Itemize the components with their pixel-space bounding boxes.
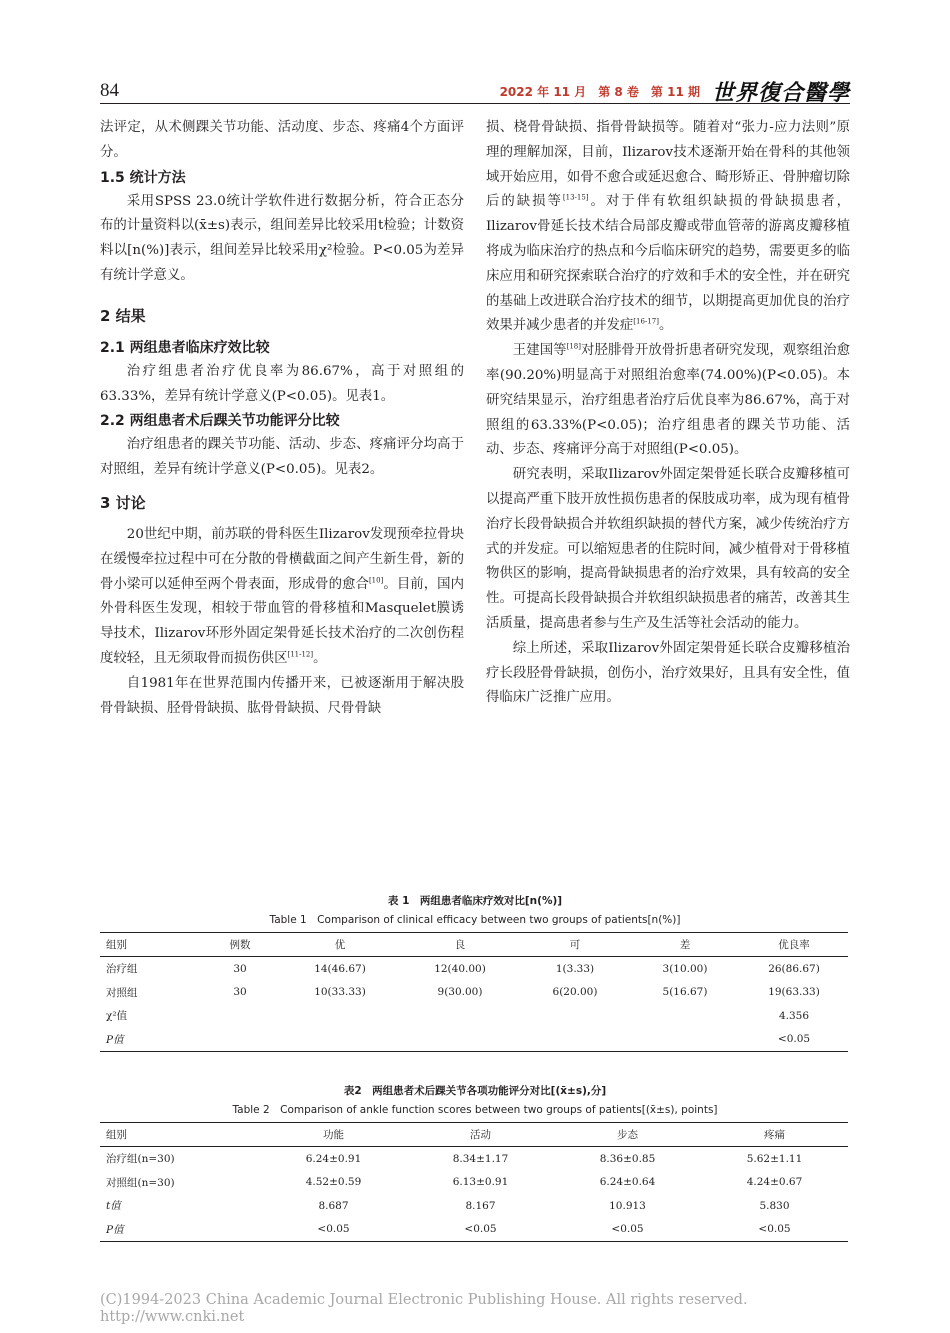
table-cell: 对照组: [106, 986, 138, 999]
table-header-cell: 差: [630, 933, 740, 957]
table-row: [100, 981, 848, 1005]
citation: [16-17]: [633, 317, 659, 326]
table-header-cell: 优: [280, 933, 400, 957]
table2: [100, 1122, 848, 1242]
table-cell: 治疗组(n=30): [106, 1153, 175, 1166]
table1: [100, 932, 848, 1052]
citation: [18]: [566, 342, 581, 351]
table-cell: 6.24±0.91: [305, 1152, 362, 1165]
citation: [13-15]: [562, 193, 589, 202]
table-cell: χ²值: [106, 1010, 128, 1023]
table-cell: 19(63.33): [768, 986, 820, 999]
table-cell: 8.167: [465, 1199, 496, 1212]
paragraph-efficacy: 治疗组患者治疗优良率为86.67%，高于对照组的63.33%，差异有统计学意义(P<0.05)。见表1。: [100, 363, 464, 404]
table-cell: [400, 1004, 520, 1028]
paragraph-discussion-1: 20世纪中期，前苏联的骨科医生Ilizarov发现预牵拉骨块在缓慢牵拉过程中可在分散的骨横截面之间产生新生骨，新的骨小梁可以延伸至两个骨表面，形成骨的愈合[10]。目前，国内外骨科医生发现，相较于带血管的骨移植和Masquelet膜诱导技术，Ilizarov环形外固定架骨延长技术治疗的二次创伤程度较轻，且无须取骨而损伤供区[11-12]。: [100, 526, 465, 666]
table-header-cell: 组别: [100, 933, 200, 957]
paragraph-ankle-scores: 治疗组患者的踝关节功能、活动、步态、疼痛评分均高于对照组，差异有统计学意义(P<0.05)。见表2。: [100, 437, 464, 478]
table-header-cell: 可: [520, 933, 630, 957]
table-cell: 30: [233, 986, 247, 999]
table-cell: [400, 1028, 520, 1052]
table-cell: [630, 1004, 740, 1028]
table-cell: 4.356: [778, 1009, 810, 1022]
citation: [11-12]: [287, 650, 314, 659]
left-column: [100, 116, 464, 721]
table1-caption-cn: 表 1 两组患者临床疗效对比[n(%)]: [387, 895, 563, 907]
table-header-cell: 组别: [100, 1123, 260, 1147]
copyright-footer: (C)1994-2023 China Academic Journal Electronic Publishing House. All rights reserved. http://www.cnki.net: [100, 1292, 763, 1325]
table-row: [100, 1147, 848, 1171]
table-cell: [520, 1004, 630, 1028]
table-cell: [280, 1004, 400, 1028]
table-cell: 对照组(n=30): [106, 1176, 175, 1189]
table-cell: 5.62±1.11: [746, 1152, 803, 1165]
table-cell: 5.830: [759, 1199, 790, 1212]
table-header-row: [100, 933, 848, 957]
table-cell: 4.24±0.67: [746, 1176, 803, 1189]
table-cell: 4.52±0.59: [305, 1176, 362, 1189]
table-cell: 6.24±0.64: [599, 1176, 656, 1189]
paragraph-research-shows: 研究表明，采取Ilizarov外固定架骨延长联合皮瓣移植可以提高严重下肢开放性损伤患者的保肢成功率，成为现有植骨治疗长段骨缺损合并软组织缺损的替代方案，减少传统治疗方式的并发症。可以缩短患者的住院时间，减少植骨对于骨移植物供区的影响，提高骨缺损患者的治疗效果，具有较高的安全性。可提高长段骨缺损合并软组织缺损患者的痛苦，改善其生活质量，提高患者参与生产及生活等社会活动的能力。: [486, 467, 850, 631]
table-cell: 8.36±0.85: [599, 1152, 656, 1165]
right-column: [486, 116, 850, 711]
table-header-cell: 疼痛: [701, 1123, 848, 1147]
table-cell: 10(33.33): [314, 986, 366, 999]
table-cell: <0.05: [701, 1218, 848, 1242]
table-cell: P值: [100, 1028, 200, 1052]
table-cell: 8.687: [318, 1199, 349, 1212]
table-cell: t值: [106, 1200, 121, 1213]
table2-caption-cn: 表2 两组患者术后踝关节各项功能评分对比[(x̄±s),分]: [343, 1085, 607, 1097]
journal-issue-info: 2022 年 11 月 第 8 卷 第 11 期: [499, 85, 700, 99]
page-number: 84: [100, 80, 119, 101]
table-cell: [520, 1028, 630, 1052]
paragraph-statistics: 采用SPSS 23.0统计学软件进行数据分析，符合正态分布的计量资料以(x̄±s)表示，组间差异比较采用t检验；计数资料以[n(%)]表示，组间差异比较采用χ²检验。P<0.05为差异有统计学意义。: [100, 193, 464, 283]
table-cell: <0.05: [740, 1028, 848, 1052]
paragraph-discussion-2: 自1981年在世界范围内传播开来，已被逐渐用于解决股骨骨缺损、胫骨骨缺损、肱骨骨缺损、尺骨骨缺: [100, 675, 464, 716]
table-header-cell: 步态: [554, 1123, 701, 1147]
table-row: [100, 1194, 848, 1218]
paragraph-methods-end: 法评定，从术侧踝关节功能、活动度、步态、疼痛4个方面评分。: [100, 120, 464, 160]
table-cell: 6.13±0.91: [452, 1176, 509, 1189]
citation: [10]: [368, 576, 384, 585]
table-row: [100, 957, 848, 981]
table-cell: 9(30.00): [437, 986, 483, 999]
table-cell: [200, 1004, 280, 1028]
table2-caption-en: Table 2 Comparison of ankle function scores between two groups of patients[(x̄±s), points]: [232, 1104, 718, 1116]
table-cell: P值: [100, 1218, 260, 1242]
table-row: [100, 1028, 848, 1052]
paragraph-comparison-study: 王建国等[18]对胫腓骨开放骨折患者研究发现，观察组治愈率(90.20%)明显高于对照组治愈率(74.00%)(P<0.05)。本研究结果显示，治疗组患者治疗后优良率为86.67%，高于对照组的63.33%(P<0.05)；治疗组患者的踝关节功能、活动、步态、疼痛评分高于对照组(P<0.05)。: [486, 342, 851, 458]
section-heading-1-5: 1.5 统计方法: [100, 169, 186, 186]
table-cell: 26(86.67): [768, 962, 820, 975]
table-header-cell: 优良率: [740, 933, 848, 957]
section-heading-3: 3 讨论: [100, 493, 146, 512]
table-cell: 14(46.67): [314, 962, 366, 975]
header-rule: [100, 103, 850, 104]
journal-logo: 世界復合醫學: [711, 80, 850, 106]
table-cell: [280, 1028, 400, 1052]
table-cell: 12(40.00): [434, 962, 486, 975]
table-row: [100, 1004, 848, 1028]
table-header-cell: 活动: [407, 1123, 554, 1147]
table-row: [100, 1171, 848, 1195]
section-heading-2-1: 2.1 两组患者临床疗效比较: [100, 339, 270, 356]
table-cell: 3(10.00): [662, 962, 708, 975]
table-cell: 8.34±1.17: [452, 1152, 509, 1165]
table1-caption-en: Table 1 Comparison of clinical efficacy between two groups of patients[n(%)]: [269, 914, 681, 926]
table-cell: [200, 1028, 280, 1052]
table-header-cell: 功能: [260, 1123, 407, 1147]
paragraph-conclusion: 综上所述，采取Ilizarov外固定架骨延长联合皮瓣移植治疗长段胫骨骨缺损，创伤小，治疗效果好，且具有安全性，值得临床广泛推广应用。: [486, 640, 850, 706]
section-heading-2: 2 结果: [100, 306, 146, 325]
table-cell: <0.05: [554, 1218, 701, 1242]
section-heading-2-2: 2.2 两组患者术后踝关节功能评分比较: [100, 413, 340, 430]
table-cell: [630, 1028, 740, 1052]
table-cell: 6(20.00): [552, 986, 598, 999]
table-cell: 10.913: [609, 1199, 646, 1212]
table-row: [100, 1218, 848, 1242]
table-cell: 1(3.33): [555, 962, 595, 975]
table-header-cell: 良: [400, 933, 520, 957]
table-cell: 30: [233, 962, 247, 975]
table-header-cell: 例数: [200, 933, 280, 957]
table-cell: 治疗组: [106, 963, 138, 976]
table-cell: 5(16.67): [662, 986, 708, 999]
table-cell: <0.05: [260, 1218, 407, 1242]
table-header-row: [100, 1123, 848, 1147]
table-cell: <0.05: [407, 1218, 554, 1242]
paragraph-discussion-cont: 损、桡骨骨缺损、指骨骨缺损等。随着对“张力-应力法则”原理的理解加深，目前，Ilizarov技术逐渐开始在骨科的其他领域开始应用，如骨不愈合或延迟愈合、畸形矫正、骨肿瘤切除后的缺损等[13-15]。对于伴有软组织缺损的骨缺损患者，Ilizarov骨延长技术结合局部皮瓣或带血管蒂的游离皮瓣移植将成为临床治疗的热点和今后临床研究的趋势，需要更多的临床应用和研究探索联合治疗的疗效和手术的安全性，并在研究的基础上改进联合治疗技术的细节，以期提高更加优良的治疗效果并减少患者的并发症[16-17]。: [486, 120, 851, 334]
